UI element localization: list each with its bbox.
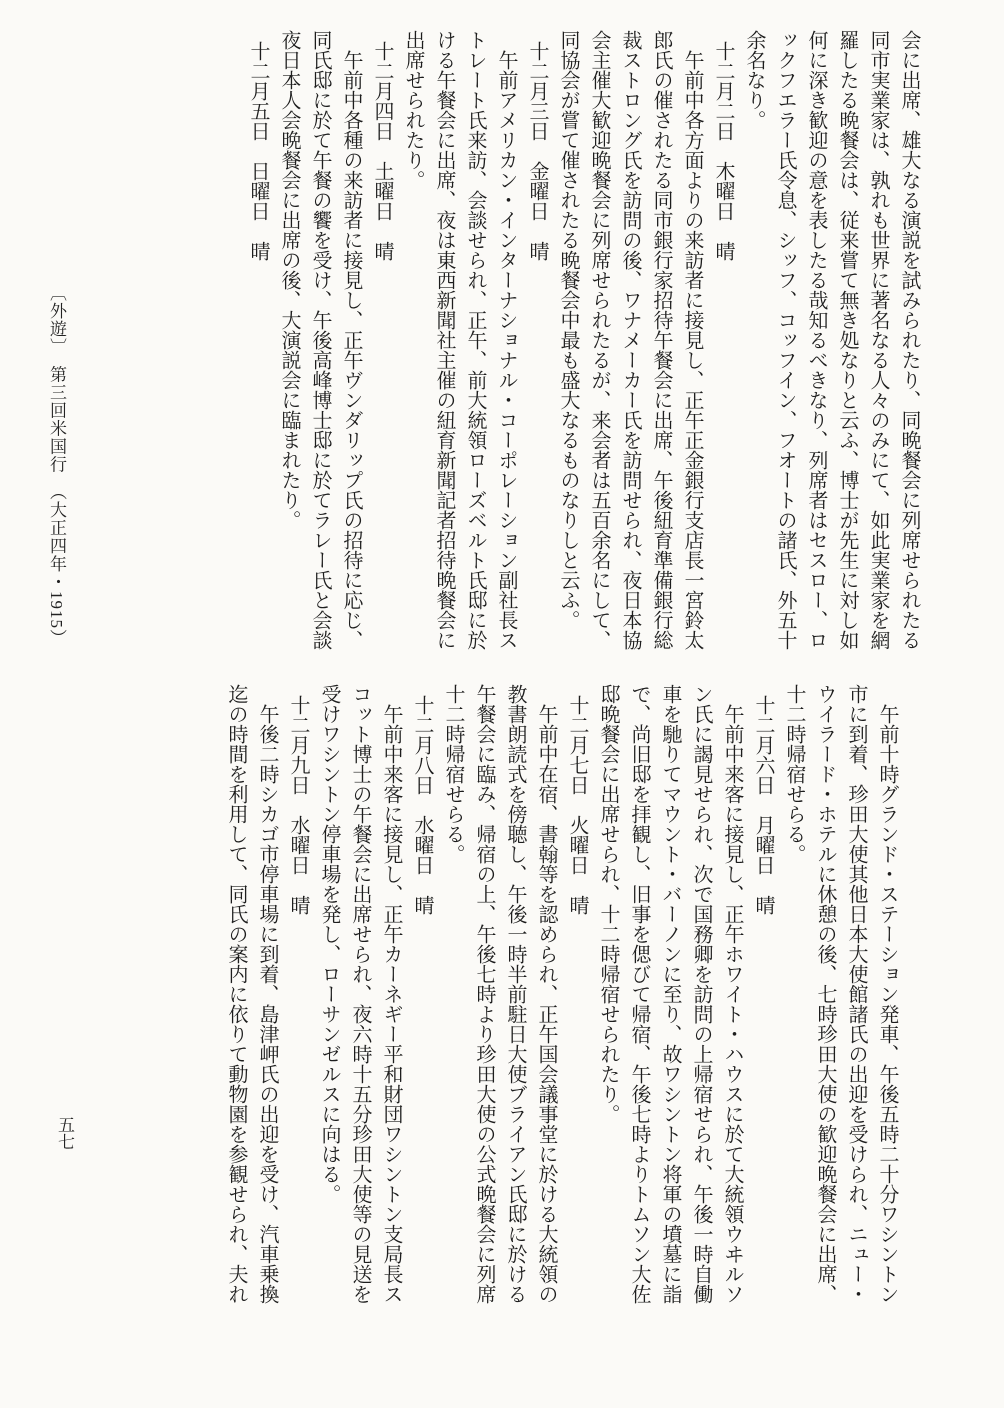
diary-bottom-block xyxy=(72,684,902,1306)
diary-paragraph: 午前中各種の来訪者に接見し、正午ヴンダリップ氏の招待に応じ、同氏邸に於て午餐の饗を受け、午後高峰博士邸に於てラレー氏と会談夜日本人会晩餐会に出席の後、大演説会に臨まれたり。 xyxy=(278,30,362,650)
diary-date-heading: 十二月五日 日曜日 晴 xyxy=(247,41,269,261)
diary-date-heading: 十二月四日 土曜日 晴 xyxy=(371,41,393,261)
running-header: 〔外遊〕 第三回米国行 （大正四年・1915） xyxy=(47,284,66,647)
diary-date-heading: 十二月七日 火曜日 晴 xyxy=(566,695,588,915)
diary-top-block xyxy=(104,30,924,652)
diary-date-heading: 十二月二日 木曜日 晴 xyxy=(712,41,734,261)
diary-date-heading: 十二月八日 水曜日 晴 xyxy=(411,695,433,915)
diary-paragraph: 午前アメリカン・インターナショナル・コーポレーション副社長ストレート氏来訪、会談せられ、正午、前大統領ローズベルト氏邸に於ける午餐会に出席、夜は東西新聞社主催の紐育新聞記者招待晩餐会に出席せられたり。 xyxy=(402,30,517,650)
page-number: 五七 xyxy=(55,1116,74,1150)
diary-date-heading: 十二月九日 水曜日 晴 xyxy=(287,695,309,915)
diary-paragraph: 会に出席、雄大なる演説を試みられたり、同晩餐会に列席せられたる同市実業家は、孰れも世界に著名なる人々のみにて、如此実業家を網羅したる晩餐会は、従来嘗て無き処なりと云ふ、博士が先生に対し如何に深き歓迎の意を表したる哉知るべきなり、列席者はセスロー、ロックフエラー氏令息、シッフ、コッフイン、フオートの諸氏、外五十余名なり。 xyxy=(743,30,920,650)
diary-date-heading: 十二月三日 金曜日 晴 xyxy=(526,41,548,261)
diary-paragraph: 午前中来客に接見し、正午カーネギー平和財団ワシントン支局長スコット博士の午餐会に出席せられ、夜六時十五分珍田大使等の見送を受けワシントン停車場を発し、ローサンゼルスに向はる。 xyxy=(318,684,402,1304)
diary-paragraph: 午前十時グランド・ステーション発車、午後五時二十分ワシントン市に到着、珍田大使其他日本大使館諸氏の出迎を受けられ、ニュー・ウイラード・ホテルに休憩の後、七時珍田大使の歓迎晩餐会に出席、十二時帰宿せらる。 xyxy=(783,684,898,1304)
diary-paragraph: 午前中各方面よりの来訪者に接見し、正午正金銀行支店長一宮鈴太郎氏の催されたる同市銀行家招待午餐会に出席、午後紐育準備銀行総裁ストロング氏を訪問の後、ワナメーカー氏を訪問せられ、夜日本協会主催大歓迎晩餐会に列席せられたるが、来会者は五百余名にして、同協会が嘗て催されたる晩餐会中最も盛大なるものなりしと云ふ。 xyxy=(557,30,703,650)
diary-paragraph: 午前中在宿、書翰等を認められ、正午国会議事堂に於ける大統領の教書朗読式を傍聴し、午後一時半前駐日大使ブライアン氏邸に於ける午餐会に臨み、帰宿の上、午後七時より珍田大使の公式晩餐会に列席十二時帰宿せらる。 xyxy=(442,684,557,1304)
diary-date-heading: 十二月六日 月曜日 晴 xyxy=(752,695,774,915)
diary-paragraph: 午前中来客に接見し、正午ホワイト・ハウスに於て大統領ウヰルソン氏に謁見せられ、次で国務卿を訪問の上帰宿せられ、午後一時自働車を馳りてマウント・バーノンに至り、故ワシントン将軍の墳墓に詣で、尚旧邸を拝観し、旧事を偲びて帰宿、午後七時よりトムソン大佐邸晩餐会に出席せられ、十二時帰宿せられたり。 xyxy=(597,684,743,1304)
diary-paragraph: 午後二時シカゴ市停車場に到着、島津岬氏の出迎を受け、汽車乗換迄の時間を利用して、同氏の案内に依りて動物園を参観せられ、夫れ xyxy=(225,684,278,1304)
